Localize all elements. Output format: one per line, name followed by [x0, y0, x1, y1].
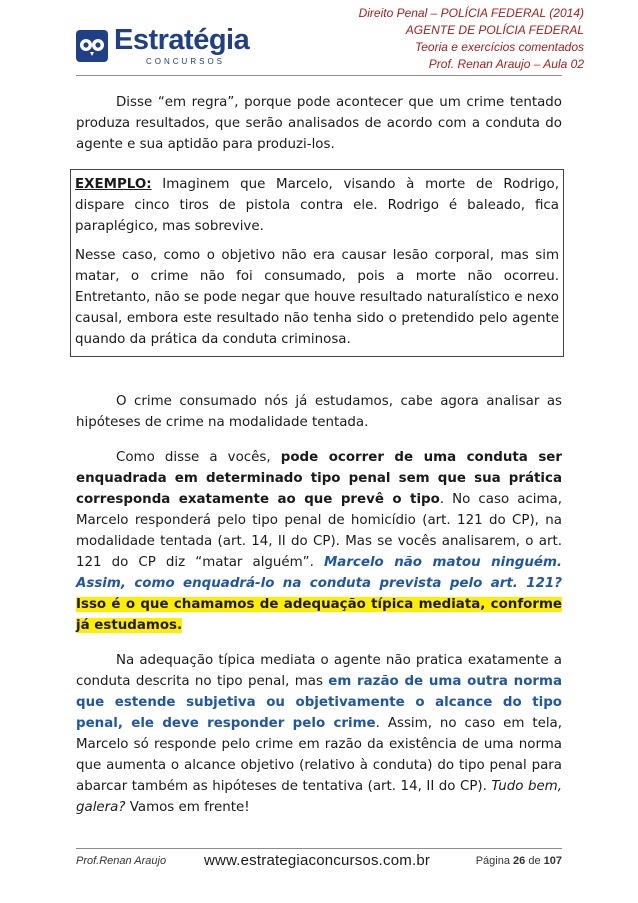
page-of: de: [525, 855, 544, 867]
header-divider: [76, 75, 562, 76]
owl-logo-icon: [76, 30, 108, 62]
example-paragraph-1: [75, 174, 559, 237]
example-text-1: Imaginem que Marcelo, visando à morte de Rodrigo, dispare cinco tiros de pistola contra ele. Rodrigo é baleado, fica paraplégico, mas sobrevive.: [75, 177, 559, 234]
p4-text-a: Na adequação típica mediata o agente não pratica exatamente a conduta descrita no tipo penal, mas: [76, 653, 562, 689]
paragraph-4: [76, 650, 562, 818]
header-subtitle: Teoria e exercícios comentados: [415, 40, 584, 54]
paragraph-2: O crime consumado nós já estudamos, cabe agora analisar as hipóteses de crime na modalidade tentada.: [76, 394, 562, 430]
p3-bold: pode ocorrer de uma conduta ser enquadrada em determinado tipo penal sem que sua prática corresponda exatamente ao que prevê o tipo: [76, 450, 562, 507]
header-course: Direito Penal – POLÍCIA FEDERAL (2014): [358, 6, 584, 20]
page-header: [359, 5, 584, 73]
page-number: [476, 855, 562, 867]
p4-blue-bold: em razão de uma outra norma que estende subjetiva ou objetivamente o alcance do tipo penal, ele deve responder pelo crime: [76, 674, 562, 731]
header-professor: Prof. Renan Araujo – Aula 02: [428, 57, 584, 71]
footer-divider: [76, 848, 562, 849]
p3-highlight: Isso é o que chamamos de adequação típica mediata, conforme já estudamos.: [76, 597, 562, 633]
paragraph-1: Disse “em regra”, porque pode acontecer que um crime tentado produza resultados, que serão analisados de acordo com a conduta do agente e sua aptidão para produzi-los.: [76, 95, 562, 152]
logo-brand-text: Estratégia: [114, 24, 250, 56]
estrategia-logo: [76, 24, 250, 68]
header-position: AGENTE DE POLÍCIA FEDERAL: [405, 23, 584, 37]
footer-website-link[interactable]: www.estrategiaconcursos.com.br: [204, 852, 431, 869]
logo-sub-text: CONCURSOS: [146, 57, 226, 66]
example-box: [70, 169, 564, 357]
page-label: Página: [475, 855, 514, 867]
footer-author: Prof.Renan Araujo: [76, 855, 167, 867]
main-content: [76, 92, 562, 832]
page-current: 26: [513, 855, 526, 867]
p4-text-c: . Assim, no caso em tela, Marcelo só responde pelo crime em razão da existência de uma norma que aumenta o alcance objetivo (relativo à conduta) do tipo penal para abarcar também as hipóteses de tentativa (art. 14, II do CP).: [76, 716, 562, 794]
p4-text-e: Vamos em frente!: [125, 800, 250, 815]
paragraph-3: [76, 447, 562, 636]
page-footer: [76, 854, 562, 870]
p3-blue-italic: Marcelo não matou ninguém. Assim, como enquadrá-lo na conduta prevista pelo art. 121?: [76, 555, 562, 591]
page-total: 107: [543, 855, 562, 867]
example-label: EXEMPLO:: [75, 177, 152, 192]
p3-text-c: . No caso acima, Marcelo responderá pelo tipo penal de homicídio (art. 121 do CP), na modalidade tentada (art. 14, II do CP). Mas se vocês analisarem, o art. 121 do CP diz “matar alguém”.: [76, 492, 562, 570]
p4-italic: Tudo bem, galera?: [76, 779, 562, 815]
p3-text-a: Como disse a vocês,: [116, 450, 281, 465]
example-paragraph-2: Nesse caso, como o objetivo não era causar lesão corporal, mas sim matar, o crime não foi consumado, pois a morte não ocorreu. Entretanto, não se pode negar que houve resultado naturalístico e nexo causal, embora este resultado não tenha sido o pretendido pelo agente quando da prática da conduta criminosa.: [75, 248, 559, 347]
